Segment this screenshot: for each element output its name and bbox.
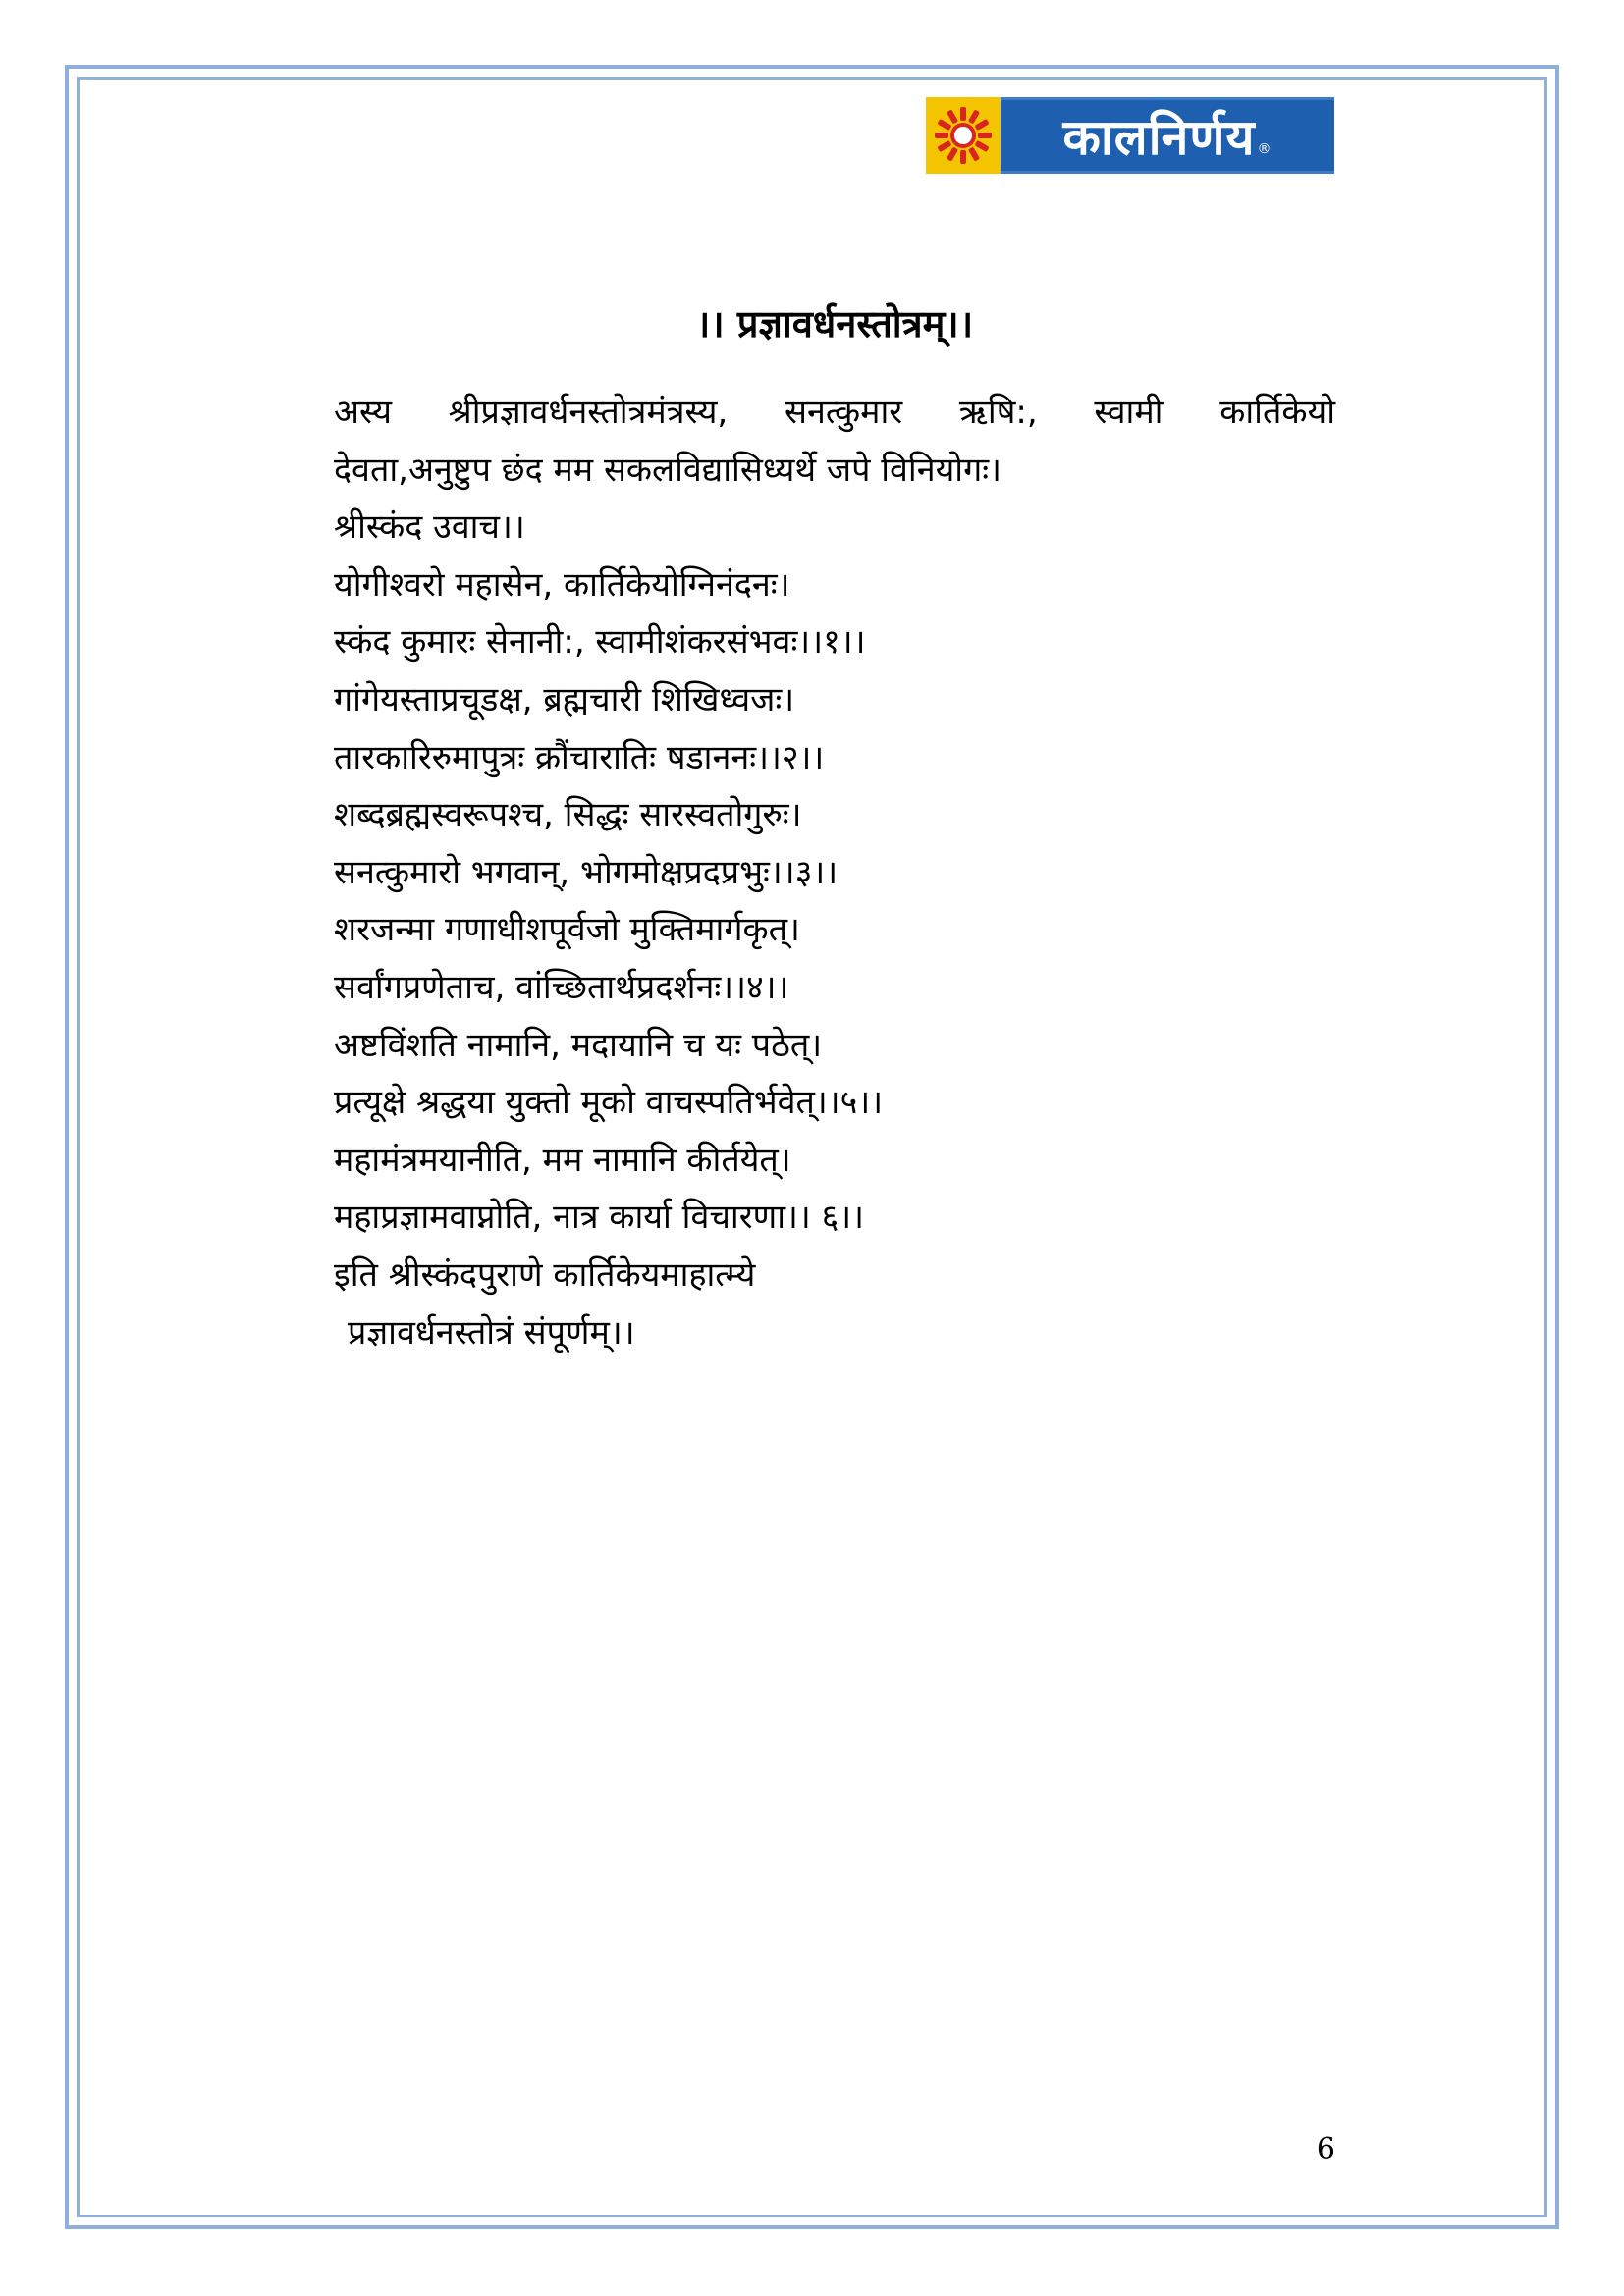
page-number: 6 (1316, 2132, 1335, 2166)
registered-mark: ® (1257, 141, 1272, 157)
text-line: महाप्रज्ञामवाप्नोति, नात्र कार्या विचारणा।। ६।। (334, 1198, 865, 1238)
text-line: सनत्कुमारो भगवान्, भोगमोक्षप्रदप्रभुः।।३।। (334, 852, 839, 892)
text-line: अष्टविंशति नामानि, मदायानि च यः पठेत्। (334, 1025, 823, 1065)
logo-wordmark (1001, 97, 1334, 174)
text-line: महामंत्रमयानीति, मम नामानि कीर्तयेत्। (334, 1140, 791, 1180)
text-line: प्रज्ञावर्धनस्तोत्रं संपूर्णम्।। (348, 1312, 635, 1353)
text-line: श्रीस्कंद उवाच।। (334, 507, 525, 548)
text-line: स्कंद कुमारः सेनानी:, स्वामीशंकरसंभवः।।१।। (334, 622, 866, 663)
text-line: अस्य श्रीप्रज्ञावर्धनस्तोत्रमंत्रस्य, सनत्कुमार ऋषि:, स्वामी कार्तिकेयो (334, 393, 1335, 432)
text-line: गांगेयस्ताप्रचूडक्ष, ब्रह्मचारी शिखिध्वजः। (334, 679, 795, 720)
logo-text: कालनिर्णय (1062, 109, 1256, 166)
stotra-title: ।। प्रज्ञावर्धनस्तोत्रम्।। (695, 302, 974, 346)
stotra-body (334, 384, 1335, 1362)
text-line: योगीश्वरो महासेन, कार्तिकेयोग्निनंदनः। (334, 564, 790, 605)
text-line: प्रत्यूक्षे श्रद्धया युक्तो मूको वाचस्पतिर्भवेत्।।५।। (334, 1083, 884, 1123)
kalnirnay-logo (926, 97, 1334, 174)
text-line: इति श्रीस्कंदपुराणे कार्तिकेयमाहात्म्ये (334, 1255, 756, 1295)
text-line: शरजन्मा गणाधीशपूर्वजो मुक्तिमार्गकृत्। (334, 910, 800, 950)
text-line: देवता,अनुष्टुप छंद मम सकलविद्यासिध्यर्थे जपे विनियोगः। (334, 450, 1002, 490)
sun-emblem-icon (926, 97, 1001, 174)
text-line: शब्दब्रह्मस्वरूपश्च, सिद्धः सारस्वतोगुरुः। (334, 795, 802, 835)
text-line: तारकारिरुमापुत्रः क्रौंचारातिः षडाननः।।२।। (334, 737, 825, 777)
text-line: सर्वांगप्रणेताच, वांच्छितार्थप्रदर्शनः।।४।। (334, 967, 789, 1007)
